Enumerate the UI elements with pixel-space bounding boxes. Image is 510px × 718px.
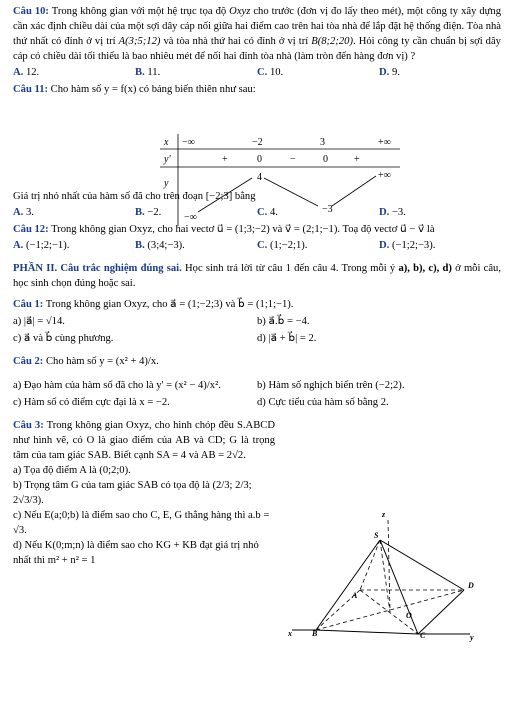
- option-c[interactable]: C. (1;−2;1).: [257, 240, 308, 252]
- x-val: +∞: [378, 137, 391, 148]
- d-sign: 0: [323, 154, 328, 165]
- option-a[interactable]: A. 3.: [13, 207, 34, 219]
- tf1-b[interactable]: b) a⃗.b⃗ = −4.: [257, 316, 310, 328]
- question-11: Câu 11: Cho hàm số y = f(x) có bảng biến thiên như sau:: [13, 84, 256, 96]
- question-12: Câu 12: Trong không gian Oxyz, cho hai vectơ u⃗ = (1;3;−2) và v⃗ = (2;1;−1). Toạ độ vectơ u⃗ − v⃗ là: [13, 224, 435, 236]
- tf3-a[interactable]: a) Tọa độ điểm A là (0;2;0).: [13, 464, 131, 476]
- option-b[interactable]: B. 11.: [135, 67, 161, 79]
- true-false-question-3: Câu 3: Trong không gian Oxyz, cho hình chóp đều S.ABCD như hình vẽ, có O là giao điểm của AB và CD; G là trọng tâm của tam giác SAB. Biết cạnh SA = 4 và AB = 2√2.: [13, 419, 275, 461]
- option-b[interactable]: B. −2.: [135, 207, 162, 219]
- question-10: Câu 10: Trong không gian với một hệ trục tọa độ Oxyz cho trước (đơn vị đo lấy theo mét), một công ty xây dựng cần xác định chiều dài của một sợi dây cáp nối giữa hai điểm cao trên hai tòa nhà để lắp đặt hệ thống điện. Tòa nhà thứ nhất có đỉnh ở vị trí A(3;5;12) và tòa nhà thứ hai có đỉnh ở vị trí B(8;2;20). Hỏi công ty cần chuẩn bị sợi dây cáp có chiều dài tối thiểu là bao nhiêu mét để nối hai đỉnh tòa nhà (làm tròn đến hàng đơn vị) ?: [13, 6, 501, 63]
- tf3-d[interactable]: d) Nếu K(0;m;n) là điểm sao cho KG + KB đạt giá trị nhỏ nhất thì m² + n² = 1: [13, 539, 259, 566]
- y-val: −3: [322, 204, 333, 215]
- question-11-stem: Giá trị nhỏ nhất của hàm số đã cho trên đoạn [−2;3] bằng: [13, 191, 256, 203]
- y-val: +∞: [378, 170, 391, 181]
- label-o: O: [406, 611, 412, 620]
- option-d[interactable]: D. −3.: [379, 207, 406, 219]
- part-2-header: PHẦN II. Câu trắc nghiệm đúng sai. Học sinh trả lời từ câu 1 đến câu 4. Trong mỗi ý a), b), c), d) ở mỗi câu, học sinh chọn đúng hoặc sai.: [13, 263, 501, 290]
- d-sign: −: [290, 154, 296, 165]
- label-y: y: [470, 633, 474, 642]
- option-b[interactable]: B. (3;4;−3).: [135, 240, 185, 252]
- d-sign: 0: [257, 154, 262, 165]
- label-c: C: [420, 631, 426, 640]
- question-12-options: [13, 238, 501, 253]
- tf1-d[interactable]: d) |a⃗ + b⃗| = 2.: [257, 333, 317, 345]
- tf2-c[interactable]: c) Hàm số có điểm cực đại là x = −2.: [13, 396, 170, 408]
- x-val: 3: [320, 137, 325, 148]
- tf3-c[interactable]: c) Nếu E(a;0;b) là điểm sao cho C, E, G thẳng hàng thì a.b = √3.: [13, 509, 270, 536]
- tf1-a[interactable]: a) |a⃗| = √14.: [13, 316, 65, 328]
- y-val: 4: [257, 172, 262, 183]
- option-c[interactable]: C. 10.: [257, 67, 284, 79]
- pyramid-figure: [270, 508, 498, 648]
- question-10-options: [13, 65, 501, 80]
- x-val: −∞: [182, 137, 195, 148]
- label-d: D: [468, 581, 474, 590]
- label-a: A: [352, 591, 358, 600]
- label-b: B: [312, 629, 318, 638]
- label-z: z: [382, 510, 386, 519]
- tf3-b[interactable]: b) Trọng tâm G của tam giác SAB có tọa độ là (2/3; 2/3; 2√3/3).: [13, 479, 252, 506]
- tf1-c[interactable]: c) a⃗ và b⃗ cùng phương.: [13, 333, 114, 345]
- tf2-b[interactable]: b) Hàm số nghịch biến trên (−2;2).: [257, 379, 405, 391]
- x-val: −2: [252, 137, 263, 148]
- tf2-d[interactable]: d) Cực tiểu của hàm số bằng 2.: [257, 396, 389, 408]
- true-false-question-2: Câu 2: Cho hàm số y = (x² + 4)/x.: [13, 356, 159, 368]
- d-sign: +: [222, 154, 228, 165]
- option-c[interactable]: C. 4.: [257, 207, 278, 219]
- label-x: x: [288, 629, 292, 638]
- option-d[interactable]: D. 9.: [379, 67, 400, 79]
- option-a[interactable]: A. 12.: [13, 67, 40, 79]
- tf2-a[interactable]: a) Đạo hàm của hàm số đã cho là y' = (x² − 4)/x².: [13, 379, 221, 391]
- y-val: −∞: [184, 212, 197, 223]
- d-sign: +: [354, 154, 360, 165]
- variation-table: [160, 134, 400, 226]
- label-s: S: [374, 531, 379, 540]
- true-false-question-1: Câu 1: Trong không gian Oxyz, cho a⃗ = (1;−2;3) và b⃗ = (1;1;−1).: [13, 299, 294, 311]
- option-a[interactable]: A. (−1;2;−1).: [13, 240, 70, 252]
- d-label: y': [164, 154, 171, 165]
- option-d[interactable]: D. (−1;2;−3).: [379, 240, 436, 252]
- y-label: y: [164, 178, 169, 189]
- question-10-label: Câu 10:: [13, 6, 49, 17]
- document-page: [13, 4, 501, 568]
- x-label: x: [164, 137, 169, 148]
